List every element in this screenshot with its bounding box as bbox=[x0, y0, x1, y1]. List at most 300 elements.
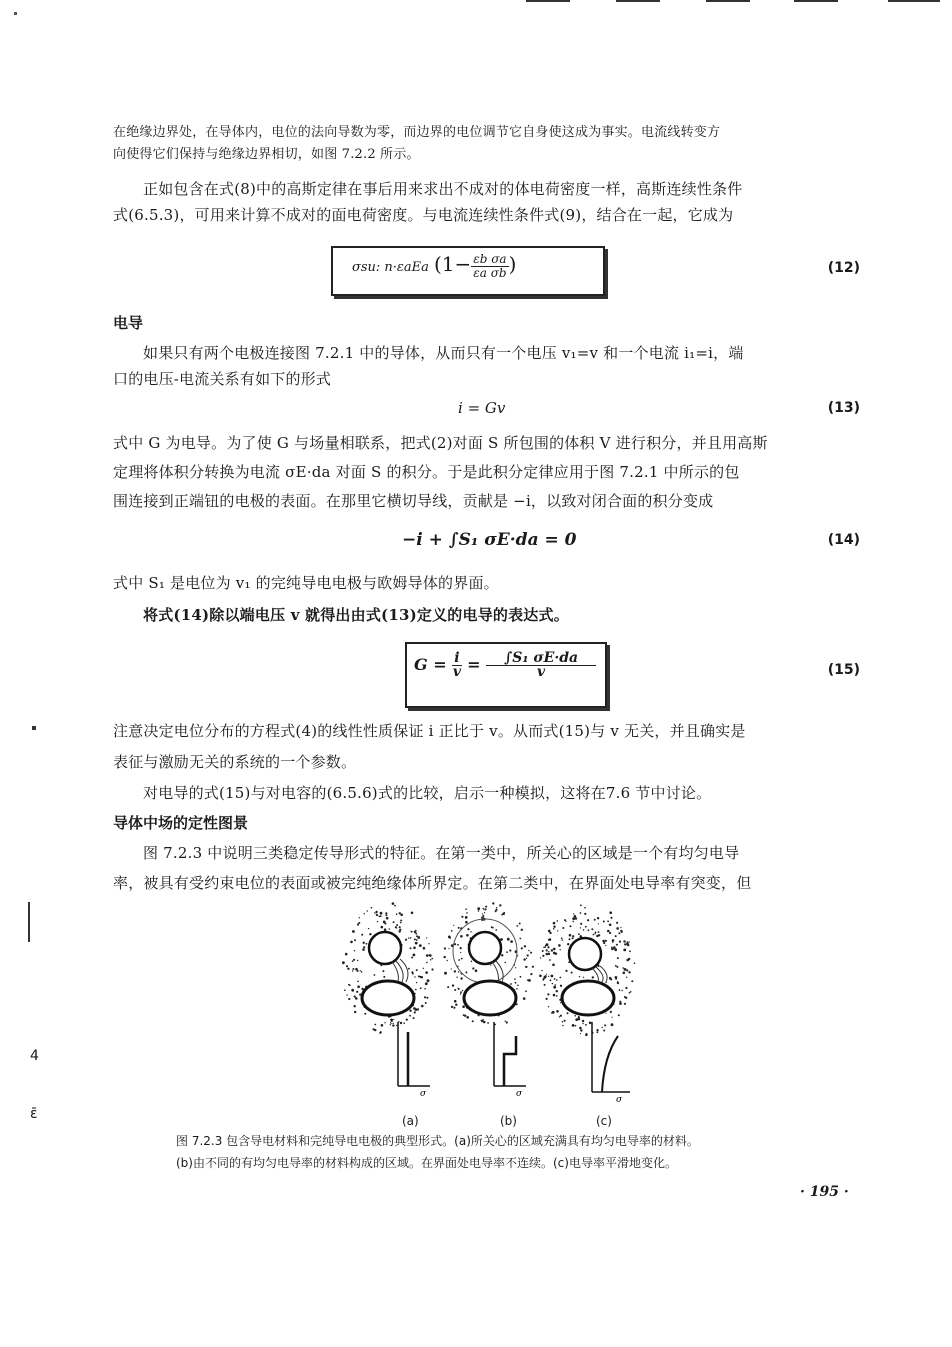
dot bbox=[553, 986, 556, 989]
dot bbox=[395, 926, 397, 928]
dot bbox=[622, 990, 623, 991]
dot bbox=[460, 952, 461, 953]
dot bbox=[546, 998, 548, 1000]
dot bbox=[471, 961, 473, 963]
paragraph-surface-charge bbox=[113, 176, 861, 228]
dot bbox=[583, 977, 584, 978]
dot bbox=[618, 1014, 620, 1016]
sigma-label: σ bbox=[616, 1095, 623, 1105]
dot bbox=[572, 935, 574, 937]
dot bbox=[626, 977, 627, 978]
dot bbox=[492, 927, 494, 929]
dot bbox=[506, 1021, 508, 1023]
dot bbox=[532, 966, 534, 968]
dot bbox=[383, 976, 385, 978]
dot bbox=[357, 981, 359, 983]
dot bbox=[396, 913, 398, 915]
dot bbox=[421, 1005, 424, 1008]
dot bbox=[429, 954, 431, 956]
dot bbox=[548, 953, 550, 955]
dot bbox=[548, 1006, 549, 1007]
dot bbox=[400, 922, 402, 924]
dot bbox=[579, 976, 580, 977]
dot bbox=[585, 1024, 587, 1026]
dot bbox=[574, 915, 577, 918]
dot bbox=[482, 913, 483, 914]
dot bbox=[546, 974, 547, 975]
dot bbox=[460, 977, 462, 979]
dot bbox=[351, 989, 354, 992]
dot bbox=[626, 969, 628, 971]
dot bbox=[580, 927, 581, 928]
dot bbox=[447, 960, 448, 961]
dot bbox=[484, 908, 486, 910]
dot bbox=[383, 921, 386, 924]
dot bbox=[578, 933, 580, 935]
dot bbox=[460, 991, 462, 993]
dot bbox=[460, 947, 462, 949]
dot bbox=[605, 940, 607, 942]
dot bbox=[602, 940, 605, 943]
dot bbox=[413, 954, 416, 957]
dot bbox=[425, 982, 428, 985]
dot bbox=[624, 996, 626, 998]
dot bbox=[418, 936, 421, 939]
dot bbox=[424, 996, 426, 998]
dot bbox=[515, 967, 516, 968]
dot bbox=[451, 1006, 453, 1008]
dot bbox=[523, 958, 525, 960]
top-rule bbox=[794, 0, 838, 2]
dot bbox=[496, 907, 497, 908]
figure-label-a: (a) bbox=[402, 1114, 419, 1128]
equation-14: −i + ∫S₁ σE·da = 0 bbox=[402, 530, 577, 550]
dot bbox=[448, 948, 449, 949]
dot bbox=[422, 976, 423, 977]
dot bbox=[609, 924, 612, 927]
dot bbox=[569, 925, 571, 927]
dot bbox=[597, 917, 599, 919]
dot bbox=[592, 976, 594, 978]
page-number: · 195 · bbox=[800, 1184, 849, 1200]
dot bbox=[431, 968, 433, 970]
dot bbox=[519, 938, 521, 940]
dot bbox=[571, 972, 573, 974]
top-rule bbox=[616, 0, 660, 2]
dot bbox=[547, 993, 549, 995]
dot bbox=[430, 959, 431, 960]
dot bbox=[413, 1017, 415, 1019]
dot bbox=[584, 907, 586, 909]
text-line: 式(6.5.3)，可用来计算不成对的面电荷密度。与电流连续性条件式(9)，结合在一起，它成为 bbox=[113, 206, 734, 224]
paragraph-interface bbox=[113, 570, 861, 596]
electrode-ellipse bbox=[562, 981, 614, 1015]
dot bbox=[470, 931, 471, 932]
dot bbox=[406, 1019, 408, 1021]
dot bbox=[616, 966, 618, 968]
eq15-lhs: G = bbox=[414, 655, 447, 674]
dot bbox=[453, 925, 454, 926]
equation-14-number: (14) bbox=[827, 532, 860, 548]
dot bbox=[618, 932, 620, 934]
dot bbox=[594, 919, 596, 921]
dot bbox=[478, 910, 480, 912]
dot bbox=[550, 979, 552, 981]
text-line: 定理将体积分转换为电流 σE·da 对面 S 的积分。于是此积分定律应用于图 7.2.1 中所示的包 bbox=[113, 463, 740, 481]
dot bbox=[558, 944, 561, 947]
dot bbox=[559, 977, 561, 979]
dot bbox=[628, 941, 629, 942]
dot bbox=[509, 949, 511, 951]
dot bbox=[416, 939, 418, 941]
dot bbox=[354, 950, 355, 951]
text-line: 对电导的式(15)与对电容的(6.5.6)式的比较，启示一种模拟，这将在7.6 节中讨论。 bbox=[143, 784, 712, 802]
dot bbox=[622, 967, 624, 969]
dot bbox=[352, 930, 355, 933]
electrode-circle bbox=[369, 932, 401, 964]
dot bbox=[628, 971, 630, 973]
dot bbox=[426, 962, 428, 964]
dot bbox=[374, 1024, 376, 1026]
dot bbox=[484, 912, 485, 913]
dot bbox=[392, 902, 395, 905]
dot bbox=[411, 971, 413, 973]
text-line: 率，被具有受约束电位的表面或被完纯绝缘体所界定。在第二类中，在界面处电导率有突变，但 bbox=[113, 874, 752, 892]
figure-label-b: (b) bbox=[500, 1114, 517, 1128]
top-rule bbox=[706, 0, 750, 2]
dot bbox=[350, 941, 353, 944]
dot bbox=[544, 984, 546, 986]
dot bbox=[524, 945, 526, 947]
paragraph-divide bbox=[113, 602, 861, 628]
dot bbox=[553, 994, 556, 997]
eq15-fraction-integral: $\frac{\text{∫S₁ σE·da}}{v}$ bbox=[486, 652, 596, 679]
dot bbox=[444, 956, 446, 958]
dot bbox=[540, 957, 541, 958]
dot bbox=[379, 1032, 381, 1034]
dot bbox=[451, 930, 453, 932]
dot bbox=[381, 926, 384, 929]
dot bbox=[569, 934, 572, 937]
dot bbox=[619, 1002, 622, 1005]
dot bbox=[416, 969, 418, 971]
text-line: 式中 S₁ 是电位为 v₁ 的完纯导电电极与欧姆导体的界面。 bbox=[113, 574, 499, 592]
dot bbox=[553, 928, 555, 930]
dot bbox=[527, 954, 529, 956]
dot bbox=[424, 988, 426, 990]
dot bbox=[490, 965, 491, 966]
dot bbox=[427, 979, 430, 982]
dot bbox=[596, 1031, 598, 1033]
dot bbox=[521, 947, 523, 949]
dot bbox=[405, 939, 407, 941]
dot bbox=[603, 921, 605, 923]
dot bbox=[423, 947, 426, 950]
top-rule bbox=[526, 0, 570, 2]
dot bbox=[616, 944, 618, 946]
dot bbox=[587, 919, 589, 921]
dot bbox=[399, 912, 401, 914]
dot bbox=[567, 943, 569, 945]
dot bbox=[504, 962, 506, 964]
dot bbox=[624, 943, 626, 945]
dot bbox=[572, 937, 574, 939]
dot bbox=[362, 948, 365, 951]
dot bbox=[612, 1017, 613, 1018]
dot bbox=[467, 928, 469, 930]
dot bbox=[565, 970, 567, 972]
dot bbox=[602, 1027, 603, 1028]
dot bbox=[414, 938, 416, 940]
dot bbox=[530, 952, 532, 954]
text-line: 如果只有两个电极连接图 7.2.1 中的导体，从而只有一个电压 v₁=v 和一个电流 i₁=i，端 bbox=[143, 344, 744, 362]
dot bbox=[426, 954, 429, 957]
figure-label-c: (c) bbox=[596, 1114, 612, 1128]
dot bbox=[577, 1018, 580, 1021]
dot bbox=[485, 906, 487, 908]
dot bbox=[610, 979, 612, 981]
dot bbox=[377, 915, 378, 916]
dot bbox=[556, 1010, 559, 1013]
dot bbox=[352, 968, 354, 970]
dot bbox=[598, 931, 600, 933]
dot bbox=[352, 970, 353, 971]
dot bbox=[553, 922, 556, 925]
dot bbox=[410, 947, 412, 949]
section-heading: 导体中场的定性图景 bbox=[113, 814, 249, 832]
dot bbox=[580, 1029, 582, 1031]
dot bbox=[492, 902, 494, 904]
dot bbox=[542, 979, 544, 981]
dot bbox=[609, 932, 611, 934]
dot bbox=[552, 983, 554, 985]
dot bbox=[629, 950, 631, 952]
dot bbox=[557, 920, 559, 922]
margin-dot bbox=[14, 12, 17, 15]
dot bbox=[528, 979, 531, 982]
dot bbox=[345, 953, 348, 956]
dot bbox=[415, 933, 417, 935]
dot bbox=[464, 1015, 466, 1017]
dot bbox=[371, 907, 373, 909]
sigma-label: σ bbox=[516, 1089, 523, 1099]
dot bbox=[374, 974, 376, 976]
dot bbox=[556, 995, 558, 997]
dot bbox=[510, 983, 512, 985]
paragraph-two-electrodes bbox=[113, 340, 861, 392]
dot bbox=[589, 1022, 592, 1025]
dot bbox=[495, 910, 497, 912]
dot bbox=[384, 1022, 385, 1023]
dot bbox=[359, 917, 360, 918]
dot bbox=[444, 972, 447, 975]
dot bbox=[408, 968, 410, 970]
dot bbox=[410, 937, 412, 939]
dot bbox=[499, 904, 501, 906]
dot bbox=[596, 1029, 598, 1031]
dot bbox=[394, 905, 396, 907]
epsilon-label: ε bbox=[390, 1017, 395, 1027]
dot bbox=[559, 1016, 560, 1017]
dot bbox=[409, 1010, 411, 1012]
dot bbox=[515, 982, 517, 984]
dot bbox=[582, 1023, 583, 1024]
dot bbox=[408, 937, 409, 938]
dot bbox=[593, 934, 595, 936]
eq12-fraction: $\frac{\text{εb σa}}{\text{εa σb}}$ bbox=[473, 252, 507, 280]
dot bbox=[575, 917, 577, 919]
dot bbox=[355, 997, 358, 1000]
dot bbox=[458, 959, 460, 961]
dot bbox=[626, 941, 628, 943]
dot bbox=[525, 966, 527, 968]
dot bbox=[551, 949, 553, 951]
dot bbox=[553, 948, 556, 951]
dot bbox=[385, 914, 387, 916]
dot bbox=[409, 1015, 411, 1017]
dot bbox=[400, 920, 402, 922]
dot bbox=[517, 985, 519, 987]
dot bbox=[374, 912, 375, 913]
paragraph-boundary bbox=[113, 122, 861, 166]
text-line: 将式(14)除以端电压 v 就得出由式(13)定义的电导的表达式。 bbox=[143, 606, 569, 624]
dot bbox=[605, 1013, 606, 1014]
dot bbox=[627, 944, 629, 946]
dot bbox=[353, 959, 355, 961]
caption-line: (b)由不同的有均匀电导率的材料构成的区域。在界面处电导率不连续。(c)电导率平滑地变化。 bbox=[176, 1156, 677, 1170]
dot bbox=[625, 987, 627, 989]
dot bbox=[453, 1007, 455, 1009]
eq15-fraction-iv: $\frac{i}{v}$ bbox=[452, 650, 461, 680]
dot bbox=[556, 979, 558, 981]
dot bbox=[361, 934, 363, 936]
dot bbox=[465, 971, 467, 973]
dot bbox=[356, 991, 358, 993]
dot bbox=[466, 934, 469, 937]
dot bbox=[519, 923, 521, 925]
dot bbox=[357, 923, 359, 925]
dot bbox=[623, 949, 626, 952]
dot bbox=[546, 953, 549, 956]
dot bbox=[530, 973, 532, 975]
dot bbox=[615, 965, 617, 967]
dot bbox=[548, 930, 551, 933]
dot bbox=[572, 917, 575, 920]
dot bbox=[621, 931, 623, 933]
dot bbox=[375, 911, 377, 913]
dot bbox=[403, 1022, 405, 1024]
dot bbox=[580, 923, 582, 925]
dot bbox=[542, 950, 544, 952]
dot bbox=[617, 981, 619, 983]
margin-dot bbox=[32, 726, 36, 730]
dot bbox=[585, 926, 587, 928]
dot bbox=[415, 942, 418, 945]
dot bbox=[380, 912, 383, 915]
dot bbox=[477, 907, 480, 910]
dot bbox=[598, 934, 600, 936]
dot bbox=[472, 967, 474, 969]
dot bbox=[551, 975, 554, 978]
dot bbox=[416, 982, 417, 983]
dot bbox=[562, 927, 564, 929]
dot bbox=[342, 961, 345, 964]
text-line: 正如包含在式(8)中的高斯定律在事后用来求出不成对的体电荷密度一样，高斯连续性条件 bbox=[143, 180, 743, 198]
dot bbox=[361, 971, 363, 973]
dot bbox=[607, 920, 609, 922]
dot bbox=[610, 1011, 612, 1013]
caption-line: 图 7.2.3 包含导电材料和完纯导电电极的典型形式。(a)所关心的区域充满具有均匀电导率的材料。 bbox=[176, 1134, 699, 1148]
dot bbox=[461, 916, 463, 918]
dot bbox=[580, 912, 582, 914]
dot bbox=[426, 937, 427, 938]
dot bbox=[475, 969, 478, 972]
dot bbox=[562, 1021, 564, 1023]
dot bbox=[354, 1011, 356, 1013]
text-line: 式中 G 为电导。为了使 G 与场量相联系，把式(2)对面 S 所包围的体积 V 进行积分，并且用高斯 bbox=[113, 434, 768, 452]
dot bbox=[380, 915, 382, 917]
dot bbox=[348, 998, 350, 1000]
dot bbox=[585, 1034, 588, 1037]
dot bbox=[584, 913, 586, 915]
dot bbox=[607, 930, 610, 933]
dot bbox=[603, 942, 605, 944]
dot bbox=[419, 944, 422, 947]
dot bbox=[466, 1016, 469, 1019]
dot bbox=[482, 915, 484, 917]
dot bbox=[626, 959, 629, 962]
equation-13: i = Gv bbox=[458, 399, 506, 417]
dot bbox=[561, 937, 563, 939]
dot bbox=[449, 937, 451, 939]
text-line: 图 7.2.3 中说明三类稳定传导形式的特征。在第一类中，所关心的区域是一个有均匀电导 bbox=[143, 844, 740, 862]
dot bbox=[460, 993, 462, 995]
dot bbox=[400, 1022, 402, 1024]
top-rule bbox=[888, 0, 940, 2]
dot bbox=[346, 994, 347, 995]
section-heading: 电导 bbox=[113, 314, 144, 332]
dot bbox=[615, 976, 618, 979]
dot bbox=[554, 978, 556, 980]
dot bbox=[458, 971, 459, 972]
dot bbox=[426, 997, 428, 999]
dot bbox=[466, 912, 468, 914]
dot bbox=[573, 913, 574, 914]
dot bbox=[465, 916, 468, 919]
dot bbox=[612, 939, 615, 942]
dot bbox=[516, 925, 518, 927]
figure-7-2-3 bbox=[330, 896, 660, 1106]
dot bbox=[580, 1033, 581, 1034]
dot bbox=[381, 1024, 384, 1027]
dot bbox=[562, 939, 564, 941]
dot bbox=[630, 991, 632, 993]
dot bbox=[349, 984, 351, 986]
dot bbox=[539, 975, 542, 978]
dot bbox=[487, 1022, 489, 1024]
dot bbox=[560, 949, 561, 950]
dot bbox=[620, 927, 621, 928]
dot bbox=[624, 968, 627, 971]
electrode-circle bbox=[469, 932, 501, 964]
conductivity-curve bbox=[602, 1036, 618, 1092]
dot bbox=[444, 947, 446, 949]
dot bbox=[357, 970, 359, 972]
dot bbox=[575, 1025, 577, 1027]
dot bbox=[603, 1030, 605, 1032]
dot bbox=[504, 912, 505, 913]
dot bbox=[634, 962, 636, 964]
